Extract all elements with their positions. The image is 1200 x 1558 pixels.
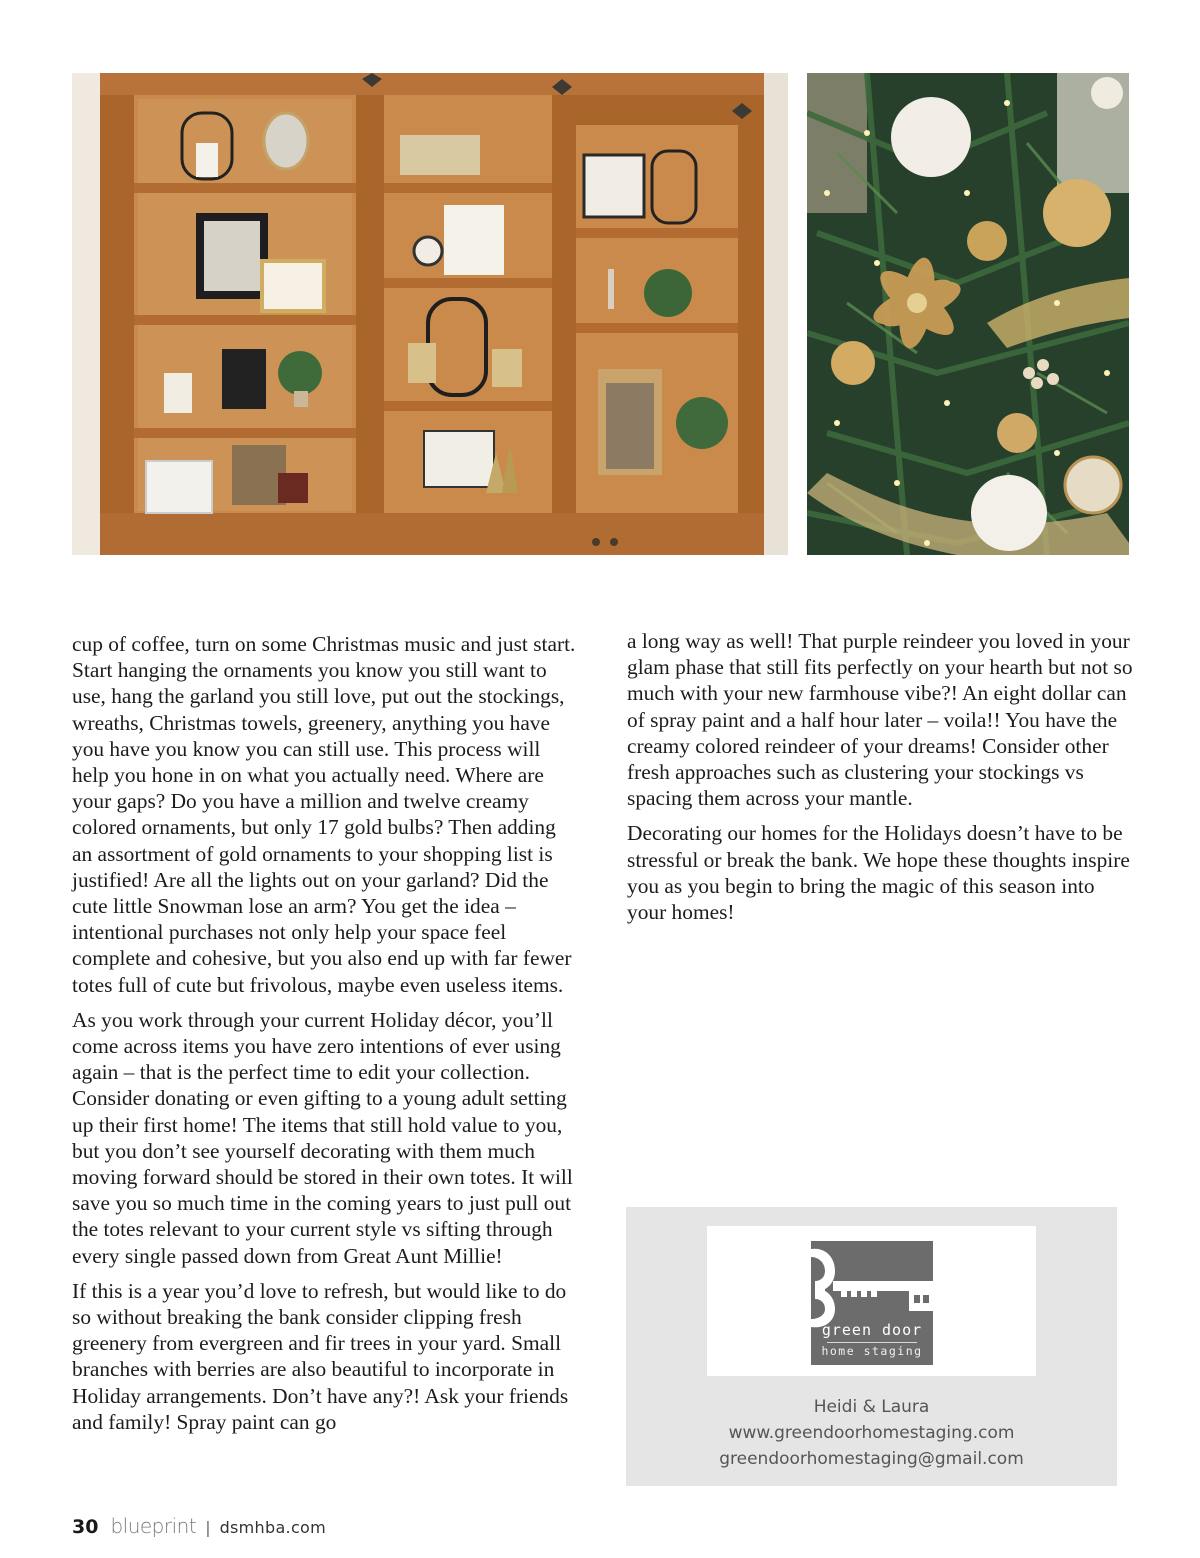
green-door-logo bbox=[811, 1241, 933, 1365]
article-paragraph: As you work through your current Holiday décor, you’ll come across items you have zero intentions of ever using again – that is the perfect time to edit your collection. Consider donating or even gifting to a young adult setting up their first home! The items that still hold value to you, but you don’t see yourself decorating with them much moving forward should be stored in their own totes. It will save you so much time in the coming years to just pull out the totes relevant to your current style vs sifting through every single passed down from Great Aunt Millie! bbox=[72, 1007, 573, 1268]
logo-name: green door bbox=[821, 1321, 923, 1339]
christmas-tree-photo-icon bbox=[807, 73, 1129, 555]
article-paragraph: Decorating our homes for the Holidays doesn’t have to be stressful or break the bank. We hope these thoughts inspire you as you begin to bring the magic of this season into your homes! bbox=[627, 821, 1130, 925]
logo-subtitle: home staging bbox=[821, 1344, 923, 1358]
christmas-tree-photo bbox=[807, 73, 1129, 555]
ad-logo-card bbox=[707, 1226, 1036, 1376]
logo-divider bbox=[827, 1342, 917, 1343]
footer-site[interactable]: dsmhba.com bbox=[219, 1518, 327, 1537]
ad-website-link[interactable]: www.greendoorhomestaging.com bbox=[728, 1423, 1015, 1443]
page-footer bbox=[72, 1514, 326, 1544]
bookcase-photo bbox=[72, 73, 788, 555]
page-number: 30 bbox=[72, 1516, 99, 1538]
ad-names: Heidi & Laura bbox=[813, 1397, 930, 1417]
footer-separator: | bbox=[205, 1518, 211, 1537]
green-door-ad bbox=[626, 1207, 1117, 1486]
article-paragraph: If this is a year you’d love to refresh, but would like to do so without breaking the bank consider clipping fresh greenery from evergreen and fir trees in your yard. Small branches with berries are also beautiful to incorporate in Holiday arrangements. Don’t have any?! Ask your friends and family! Spray paint can go bbox=[72, 1278, 569, 1434]
ad-email-link[interactable]: greendoorhomestaging@gmail.com bbox=[719, 1449, 1024, 1469]
magazine-brand: blueprint bbox=[110, 1514, 197, 1538]
article-left-column bbox=[72, 631, 580, 1444]
bookcase-photo-icon bbox=[72, 73, 788, 555]
article-paragraph: a long way as well! That purple reindeer you loved in your glam phase that still fits perfectly on your hearth but not so much with your new farmhouse vibe?! An eight dollar can of spray paint and a half hour later – voila!! You have the creamy colored reindeer of your dreams! Consider other fresh approaches such as clustering your stockings vs spacing them across your mantle. bbox=[627, 629, 1133, 811]
article-paragraph: cup of coffee, turn on some Christmas music and just start. Start hanging the ornaments you know you still want to use, hang the garland you still love, put out the stockings, wreaths, Christmas towels, greenery, anything you have you have you know you can still use. This process will help you hone in on what you actually need. Where are your gaps? Do you have a million and twelve creamy colored ornaments, but only 17 gold bulbs? Then adding an assortment of gold ornaments to your shopping list is justified! Are all the lights out on your garland? Did the cute little Snowman lose an arm? You get the idea – intentional purchases not only help your space feel complete and cohesive, but you also end up with far fewer totes full of cute but frivolous, maybe even useless items. bbox=[72, 632, 576, 997]
article-right-column bbox=[627, 628, 1137, 934]
